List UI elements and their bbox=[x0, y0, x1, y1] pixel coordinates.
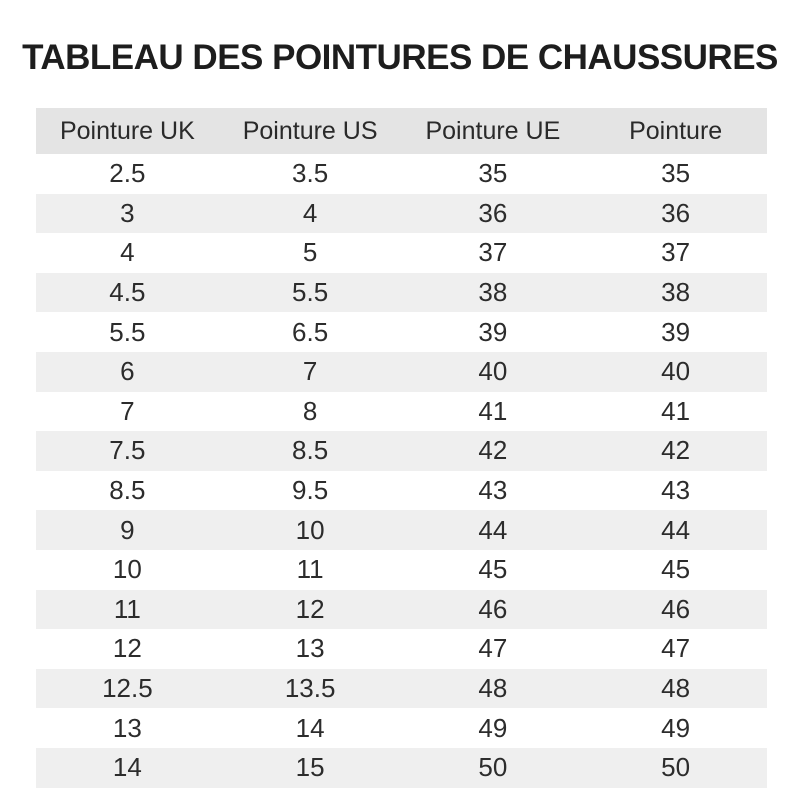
cell-uk: 7.5 bbox=[109, 435, 146, 466]
page-title: TABLEAU DES POINTURES DE CHAUSSURES bbox=[22, 38, 778, 77]
cell-uk: 2.5 bbox=[109, 158, 146, 189]
cell-uk: 3 bbox=[120, 197, 135, 228]
cell-us: 9.5 bbox=[292, 475, 329, 506]
table-row bbox=[36, 273, 767, 313]
table-row bbox=[36, 233, 767, 273]
table-row bbox=[36, 550, 767, 590]
cell-uk: 14 bbox=[112, 752, 142, 783]
cell-uk: 4 bbox=[120, 237, 135, 268]
table-row bbox=[36, 154, 767, 194]
cell-us: 8 bbox=[302, 395, 318, 426]
table-row bbox=[36, 431, 767, 471]
cell-us: 11 bbox=[296, 554, 324, 585]
cell-ue: 35 bbox=[478, 158, 508, 189]
cell-pointure: 35 bbox=[661, 158, 691, 189]
cell-ue: 46 bbox=[478, 593, 508, 624]
table-row bbox=[36, 471, 767, 511]
cell-ue: 42 bbox=[478, 435, 508, 466]
cell-pointure: 38 bbox=[661, 277, 691, 308]
cell-uk: 7 bbox=[120, 395, 135, 426]
cell-us: 3.5 bbox=[292, 158, 329, 189]
table-body bbox=[36, 154, 767, 788]
size-chart-table bbox=[36, 108, 767, 788]
cell-uk: 11 bbox=[113, 593, 141, 624]
cell-pointure: 50 bbox=[661, 752, 691, 783]
cell-uk: 10 bbox=[112, 554, 142, 585]
cell-ue: 48 bbox=[478, 673, 508, 704]
header-cell-pointure: Pointure bbox=[629, 116, 723, 145]
table-row bbox=[36, 392, 767, 432]
cell-ue: 41 bbox=[478, 395, 508, 426]
cell-uk: 6 bbox=[120, 356, 135, 387]
cell-ue: 47 bbox=[478, 633, 508, 664]
header-cell-uk: Pointure UK bbox=[59, 116, 195, 145]
cell-uk: 12.5 bbox=[102, 673, 153, 704]
cell-us: 10 bbox=[295, 514, 325, 545]
table-row bbox=[36, 748, 767, 788]
cell-ue: 43 bbox=[478, 475, 508, 506]
table-row bbox=[36, 352, 767, 392]
cell-ue: 39 bbox=[478, 316, 508, 347]
cell-ue: 49 bbox=[478, 712, 508, 743]
cell-us: 6.5 bbox=[292, 316, 329, 347]
cell-pointure: 49 bbox=[661, 712, 691, 743]
table-row bbox=[36, 194, 767, 234]
table-row bbox=[36, 708, 767, 748]
cell-uk: 8.5 bbox=[109, 475, 146, 506]
cell-us: 4 bbox=[302, 197, 318, 228]
cell-ue: 40 bbox=[478, 356, 508, 387]
cell-uk: 13 bbox=[112, 712, 142, 743]
header-cell-us: Pointure US bbox=[242, 116, 378, 145]
cell-uk: 4.5 bbox=[109, 277, 146, 308]
cell-us: 8.5 bbox=[292, 435, 329, 466]
cell-pointure: 39 bbox=[661, 316, 691, 347]
cell-ue: 44 bbox=[478, 514, 508, 545]
cell-us: 12 bbox=[295, 593, 325, 624]
cell-uk: 9 bbox=[120, 514, 135, 545]
cell-us: 13.5 bbox=[284, 673, 336, 704]
cell-pointure: 40 bbox=[661, 356, 691, 387]
cell-ue: 36 bbox=[478, 197, 508, 228]
cell-ue: 37 bbox=[478, 237, 508, 268]
cell-ue: 45 bbox=[478, 554, 508, 585]
table-row bbox=[36, 669, 767, 709]
cell-us: 15 bbox=[295, 752, 325, 783]
cell-ue: 38 bbox=[478, 277, 508, 308]
cell-uk: 12 bbox=[112, 633, 142, 664]
cell-us: 5.5 bbox=[292, 277, 329, 308]
cell-uk: 5.5 bbox=[109, 316, 146, 347]
cell-ue: 50 bbox=[478, 752, 508, 783]
cell-pointure: 48 bbox=[661, 673, 691, 704]
cell-us: 14 bbox=[295, 712, 325, 743]
cell-pointure: 43 bbox=[661, 475, 691, 506]
cell-pointure: 45 bbox=[661, 554, 691, 585]
cell-pointure: 36 bbox=[661, 197, 691, 228]
table-row bbox=[36, 590, 767, 630]
table-row bbox=[36, 312, 767, 352]
cell-pointure: 46 bbox=[661, 593, 691, 624]
cell-pointure: 41 bbox=[661, 395, 691, 426]
cell-pointure: 44 bbox=[661, 514, 691, 545]
cell-pointure: 42 bbox=[661, 435, 691, 466]
table-row bbox=[36, 510, 767, 550]
cell-pointure: 37 bbox=[661, 237, 691, 268]
header-cell-ue: Pointure UE bbox=[425, 116, 561, 145]
cell-pointure: 47 bbox=[661, 633, 691, 664]
cell-us: 7 bbox=[302, 356, 318, 387]
table-header-row bbox=[36, 108, 767, 154]
cell-us: 5 bbox=[302, 237, 318, 268]
cell-us: 13 bbox=[295, 633, 325, 664]
table-row bbox=[36, 629, 767, 669]
